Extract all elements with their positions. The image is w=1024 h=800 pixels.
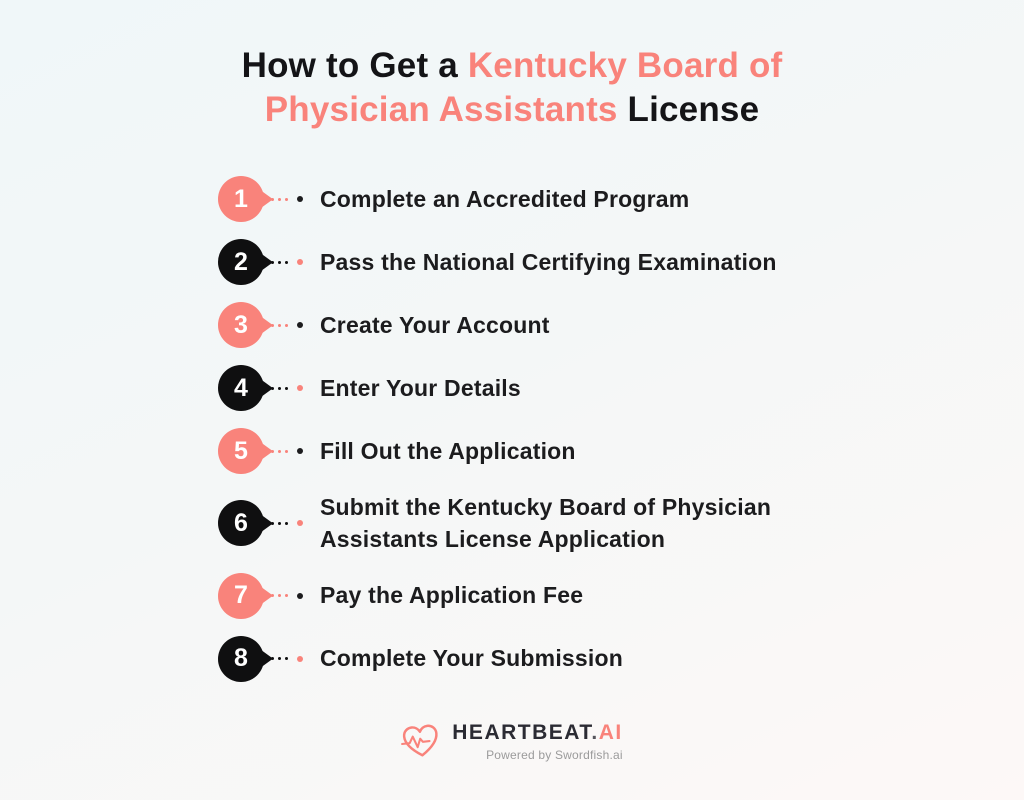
connector-dot — [278, 450, 281, 453]
connector-dot — [285, 450, 288, 453]
step-label: Submit the Kentucky Board of Physician Assistants License Application — [320, 494, 772, 553]
step-row-5 — [218, 428, 1024, 474]
connector-end-dot — [297, 385, 303, 391]
connector-dot — [285, 324, 288, 327]
connector-dot — [278, 657, 281, 660]
connector-dot — [278, 324, 281, 327]
brand-wordmark — [452, 721, 622, 745]
connector-dot — [278, 261, 281, 264]
title-segment-black: How to Get a — [241, 46, 468, 85]
heart-pulse-icon — [399, 721, 443, 763]
connector-end-dot — [297, 448, 303, 454]
step-row-2 — [218, 239, 1024, 285]
step-number: 7 — [234, 581, 248, 610]
connector-dot — [285, 198, 288, 201]
step-label: Pass the National Certifying Examination — [320, 249, 777, 276]
step-label: Complete an Accredited Program — [320, 186, 690, 213]
step-label: Enter Your Details — [320, 375, 521, 402]
connector-dot — [278, 387, 281, 390]
connector-end-dot — [297, 656, 303, 662]
step-number: 2 — [234, 247, 248, 276]
step-label: Pay the Application Fee — [320, 582, 584, 609]
steps-list — [218, 176, 1024, 698]
dotted-connector — [271, 196, 303, 202]
brand-block — [452, 721, 622, 762]
connector-dot — [278, 594, 281, 597]
dotted-connector — [271, 322, 303, 328]
badge-tail — [262, 317, 273, 333]
step-number-badge — [218, 636, 264, 682]
dotted-connector — [271, 259, 303, 265]
step-number-badge — [218, 239, 264, 285]
step-row-7 — [218, 573, 1024, 619]
step-label: Create Your Account — [320, 312, 550, 339]
title-segment-accent: Physician Assistants — [264, 90, 618, 130]
step-row-6 — [218, 491, 1024, 555]
brand-tagline: Powered by Swordfish.ai — [486, 748, 623, 762]
step-number-badge — [218, 176, 264, 222]
step-number: 8 — [234, 644, 248, 673]
connector-dot — [285, 657, 288, 660]
step-row-8 — [218, 636, 1024, 682]
connector-dot — [285, 387, 288, 390]
step-number-badge — [218, 428, 264, 474]
connector-end-dot — [297, 322, 303, 328]
badge-tail — [262, 380, 273, 396]
step-number: 5 — [234, 436, 248, 465]
connector-end-dot — [297, 593, 303, 599]
brand-footer — [0, 721, 1024, 762]
connector-dot — [285, 522, 288, 525]
title-segment-accent: Kentucky Board of — [467, 46, 783, 85]
step-row-3 — [218, 302, 1024, 348]
step-number-badge — [218, 573, 264, 619]
connector-dot — [285, 594, 288, 597]
dotted-connector — [271, 448, 303, 454]
badge-tail — [262, 191, 273, 207]
connector-end-dot — [297, 196, 303, 202]
badge-tail — [262, 443, 273, 459]
dotted-connector — [271, 385, 303, 391]
step-number-badge — [218, 302, 264, 348]
dotted-connector — [271, 593, 303, 599]
step-number: 3 — [234, 310, 248, 339]
page-title — [0, 44, 1024, 132]
brand-name: HEARTBEAT — [452, 721, 592, 744]
brand-tld: AI — [598, 721, 623, 744]
step-label: Complete Your Submission — [320, 645, 623, 672]
badge-tail — [262, 515, 273, 531]
badge-tail — [262, 651, 273, 667]
dotted-connector — [271, 520, 303, 526]
connector-dot — [278, 198, 281, 201]
step-number-badge — [218, 500, 264, 546]
connector-dot — [278, 522, 281, 525]
connector-dot — [285, 261, 288, 264]
step-number: 6 — [234, 508, 248, 537]
connector-end-dot — [297, 259, 303, 265]
badge-tail — [262, 588, 273, 604]
dotted-connector — [271, 656, 303, 662]
step-label: Fill Out the Application — [320, 438, 576, 465]
step-number-badge — [218, 365, 264, 411]
step-row-4 — [218, 365, 1024, 411]
brand-separator: . — [591, 721, 599, 744]
connector-end-dot — [297, 520, 303, 526]
step-row-1 — [218, 176, 1024, 222]
step-number: 4 — [234, 373, 248, 402]
step-number: 1 — [234, 184, 248, 213]
title-segment-black: License — [617, 90, 760, 130]
badge-tail — [262, 254, 273, 270]
